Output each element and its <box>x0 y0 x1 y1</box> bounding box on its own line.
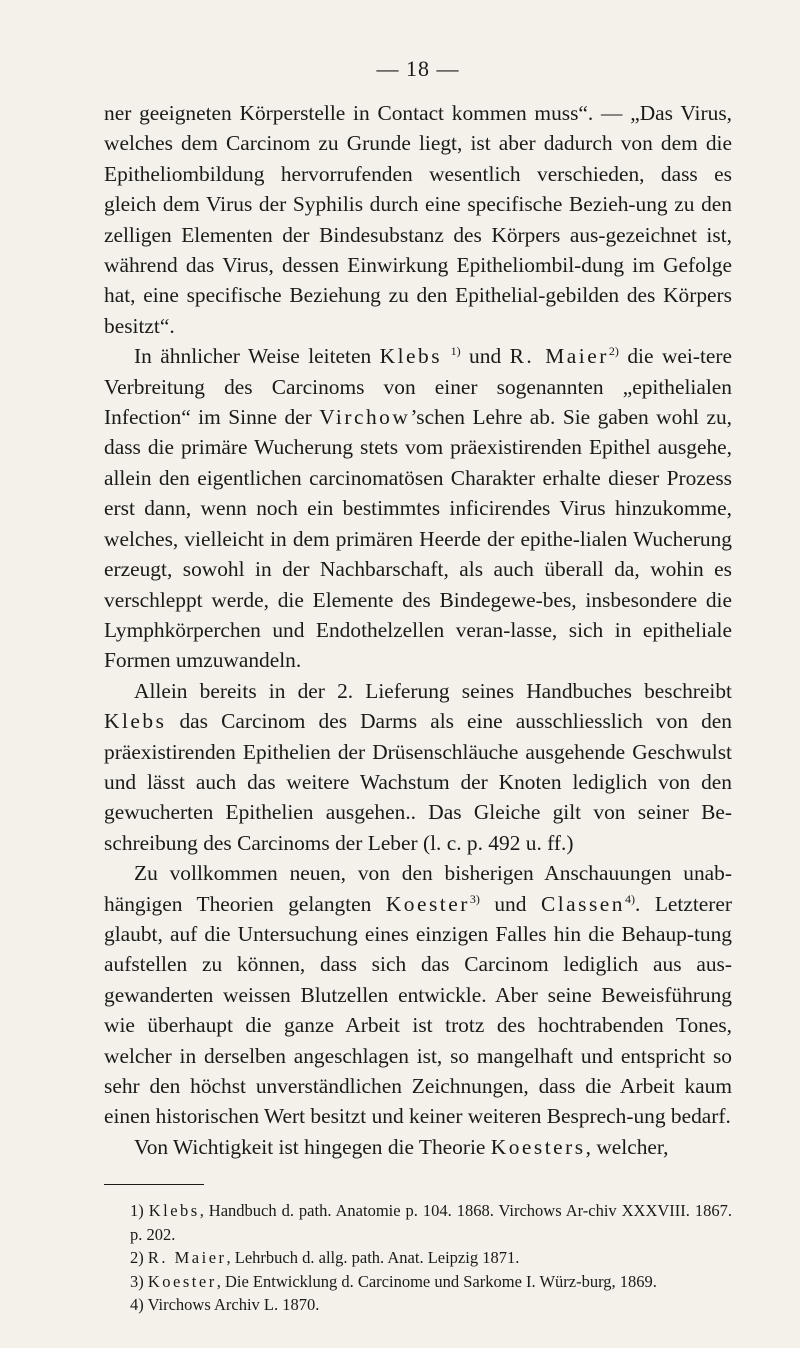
footnote <box>104 1246 732 1270</box>
footnote-text: , Lehrbuch d. allg. path. Anat. Leipzig 1871. <box>226 1248 520 1268</box>
body-text <box>104 98 732 1162</box>
text-run: In ähnlicher Weise leiteten <box>134 344 380 369</box>
text-run: Allein bereits in der 2. Lieferung seines Handbuches beschreibt <box>134 678 732 703</box>
text-run: Zu vollkommen neuen, von den bisherigen Anschauungen unab-hängigen Theorien gelangten <box>104 861 732 916</box>
footnote-author: Klebs <box>148 1201 200 1221</box>
text-run: das Carcinom des Darms als eine ausschliesslich von den präexistirenden Epithelien der Drüsenschläuche ausgehende Geschwulst und lässt auch das weitere Wachstum der Knoten lediglich von den gewucherten Epithelien ausgehen.. Das Gleiche gilt von seiner Be-schreibung des Carcinoms der Leber (l. c. p. 492 u. ff.) <box>104 709 732 855</box>
text-run <box>442 344 451 368</box>
author-name: Klebs <box>379 344 443 369</box>
footnote <box>104 1199 732 1246</box>
text-run: ner geeigneten Körperstelle in Contact kommen muss“. — „Das Virus, welches dem Carcinom zu Grunde liegt, ist aber dadurch von dem die Epitheliombildung hervorrufenden wesentlich verschieden, dass es gleich dem Virus der Syphilis durch eine specifische Bezieh-ung zu den zelligen Elementen der Bindesubstanz des Körpers aus-gezeichnet ist, während das Virus, dessen Einwirkung Epitheliombil-dung im Gefolge hat, eine specifische Beziehung zu den Epithelial-gebilden des Körpers besitzt“. <box>104 101 732 338</box>
footnote-author: R. Maier <box>147 1248 227 1268</box>
author-name: Koester <box>385 891 470 916</box>
footnote-text: , Die Entwicklung d. Carcinome und Sarkome I. Würz-burg, 1869. <box>216 1271 657 1291</box>
footnote-text: , Handbuch d. path. Anatomie p. 104. 1868. Virchows Ar-chiv XXXVIII. 1867. p. 202. <box>130 1201 732 1244</box>
footnote-number: 4) <box>130 1295 148 1315</box>
paragraph <box>104 676 732 858</box>
paragraph <box>104 1132 732 1162</box>
text-run: Von Wichtigkeit ist hingegen die Theorie <box>134 1134 491 1159</box>
author-name: Koesters <box>490 1134 586 1159</box>
footnote-number: 2) <box>130 1248 148 1268</box>
footnote-number: 1) <box>130 1201 149 1221</box>
author-name: R. Maier <box>509 344 609 369</box>
text-run: . Letzterer glaubt, auf die Untersuchung eines einzigen Falles hin die Behaup-tung aufstellen zu können, dass sich das Carcinom lediglich aus aus-gewanderten weissen Blutzellen entwickle. Aber seine Beweisführung wie überhaupt die ganze Arbeit ist trotz des hochtrabenden Tones, welcher in derselben angeschlagen ist, so mangelhaft und entspricht so sehr den höchst unverständlichen Zeichnungen, dass die Arbeit kaum einen historischen Wert besitzt und keiner weiteren Besprech-ung bedarf. <box>104 891 732 1129</box>
text-run: ’schen Lehre ab. Sie gaben wohl zu, dass die primäre Wucherung stets vom präexistirenden Epithel ausgehe, allein den eigentlichen carcinomatösen Charakter erhalte dieser Prozess erst dann, wenn noch ein bestimmtes inficirendes Virus hinzukomme, welches, vielleicht in dem primären Heerde der epithe-lialen Wucherung erzeugt, sowohl in der Nachbarschaft, als auch überall da, wohin es verschleppt werde, die Elemente des Bindegewe-bes, insbesondere die Lymphkörperchen und Endothelzellen veran-lasse, sich in epitheliale Formen umzuwandeln. <box>104 405 732 673</box>
text-run: , welcher, <box>585 1134 669 1159</box>
footnote <box>104 1293 732 1317</box>
text-run: die wei-tere Verbreitung des Carcinoms von einer sogenannten „epithelialen Infection“ im Sinne der <box>104 344 733 430</box>
footnote-text: Virchows Archiv L. 1870. <box>147 1295 320 1315</box>
footnote-number: 3) <box>130 1271 148 1291</box>
author-name: Klebs <box>104 709 167 734</box>
paragraph <box>104 341 732 675</box>
footnote-ref: 1) <box>450 344 461 359</box>
author-name: Classen <box>540 891 625 916</box>
footnote-author: Koester <box>147 1271 217 1291</box>
footnote-ref: 4) <box>624 891 635 906</box>
footnotes <box>104 1199 732 1317</box>
book-page <box>104 56 732 1317</box>
footnote <box>104 1270 732 1294</box>
footnote-rule <box>104 1184 204 1185</box>
footnote-ref: 3) <box>469 891 480 906</box>
footnote-ref: 2) <box>608 344 619 359</box>
page-number: — 18 — <box>376 56 460 81</box>
author-name: Virchow <box>319 405 411 430</box>
paragraph <box>104 858 732 1132</box>
text-run: und <box>460 344 510 369</box>
paragraph <box>104 98 732 341</box>
text-run: und <box>479 891 541 916</box>
